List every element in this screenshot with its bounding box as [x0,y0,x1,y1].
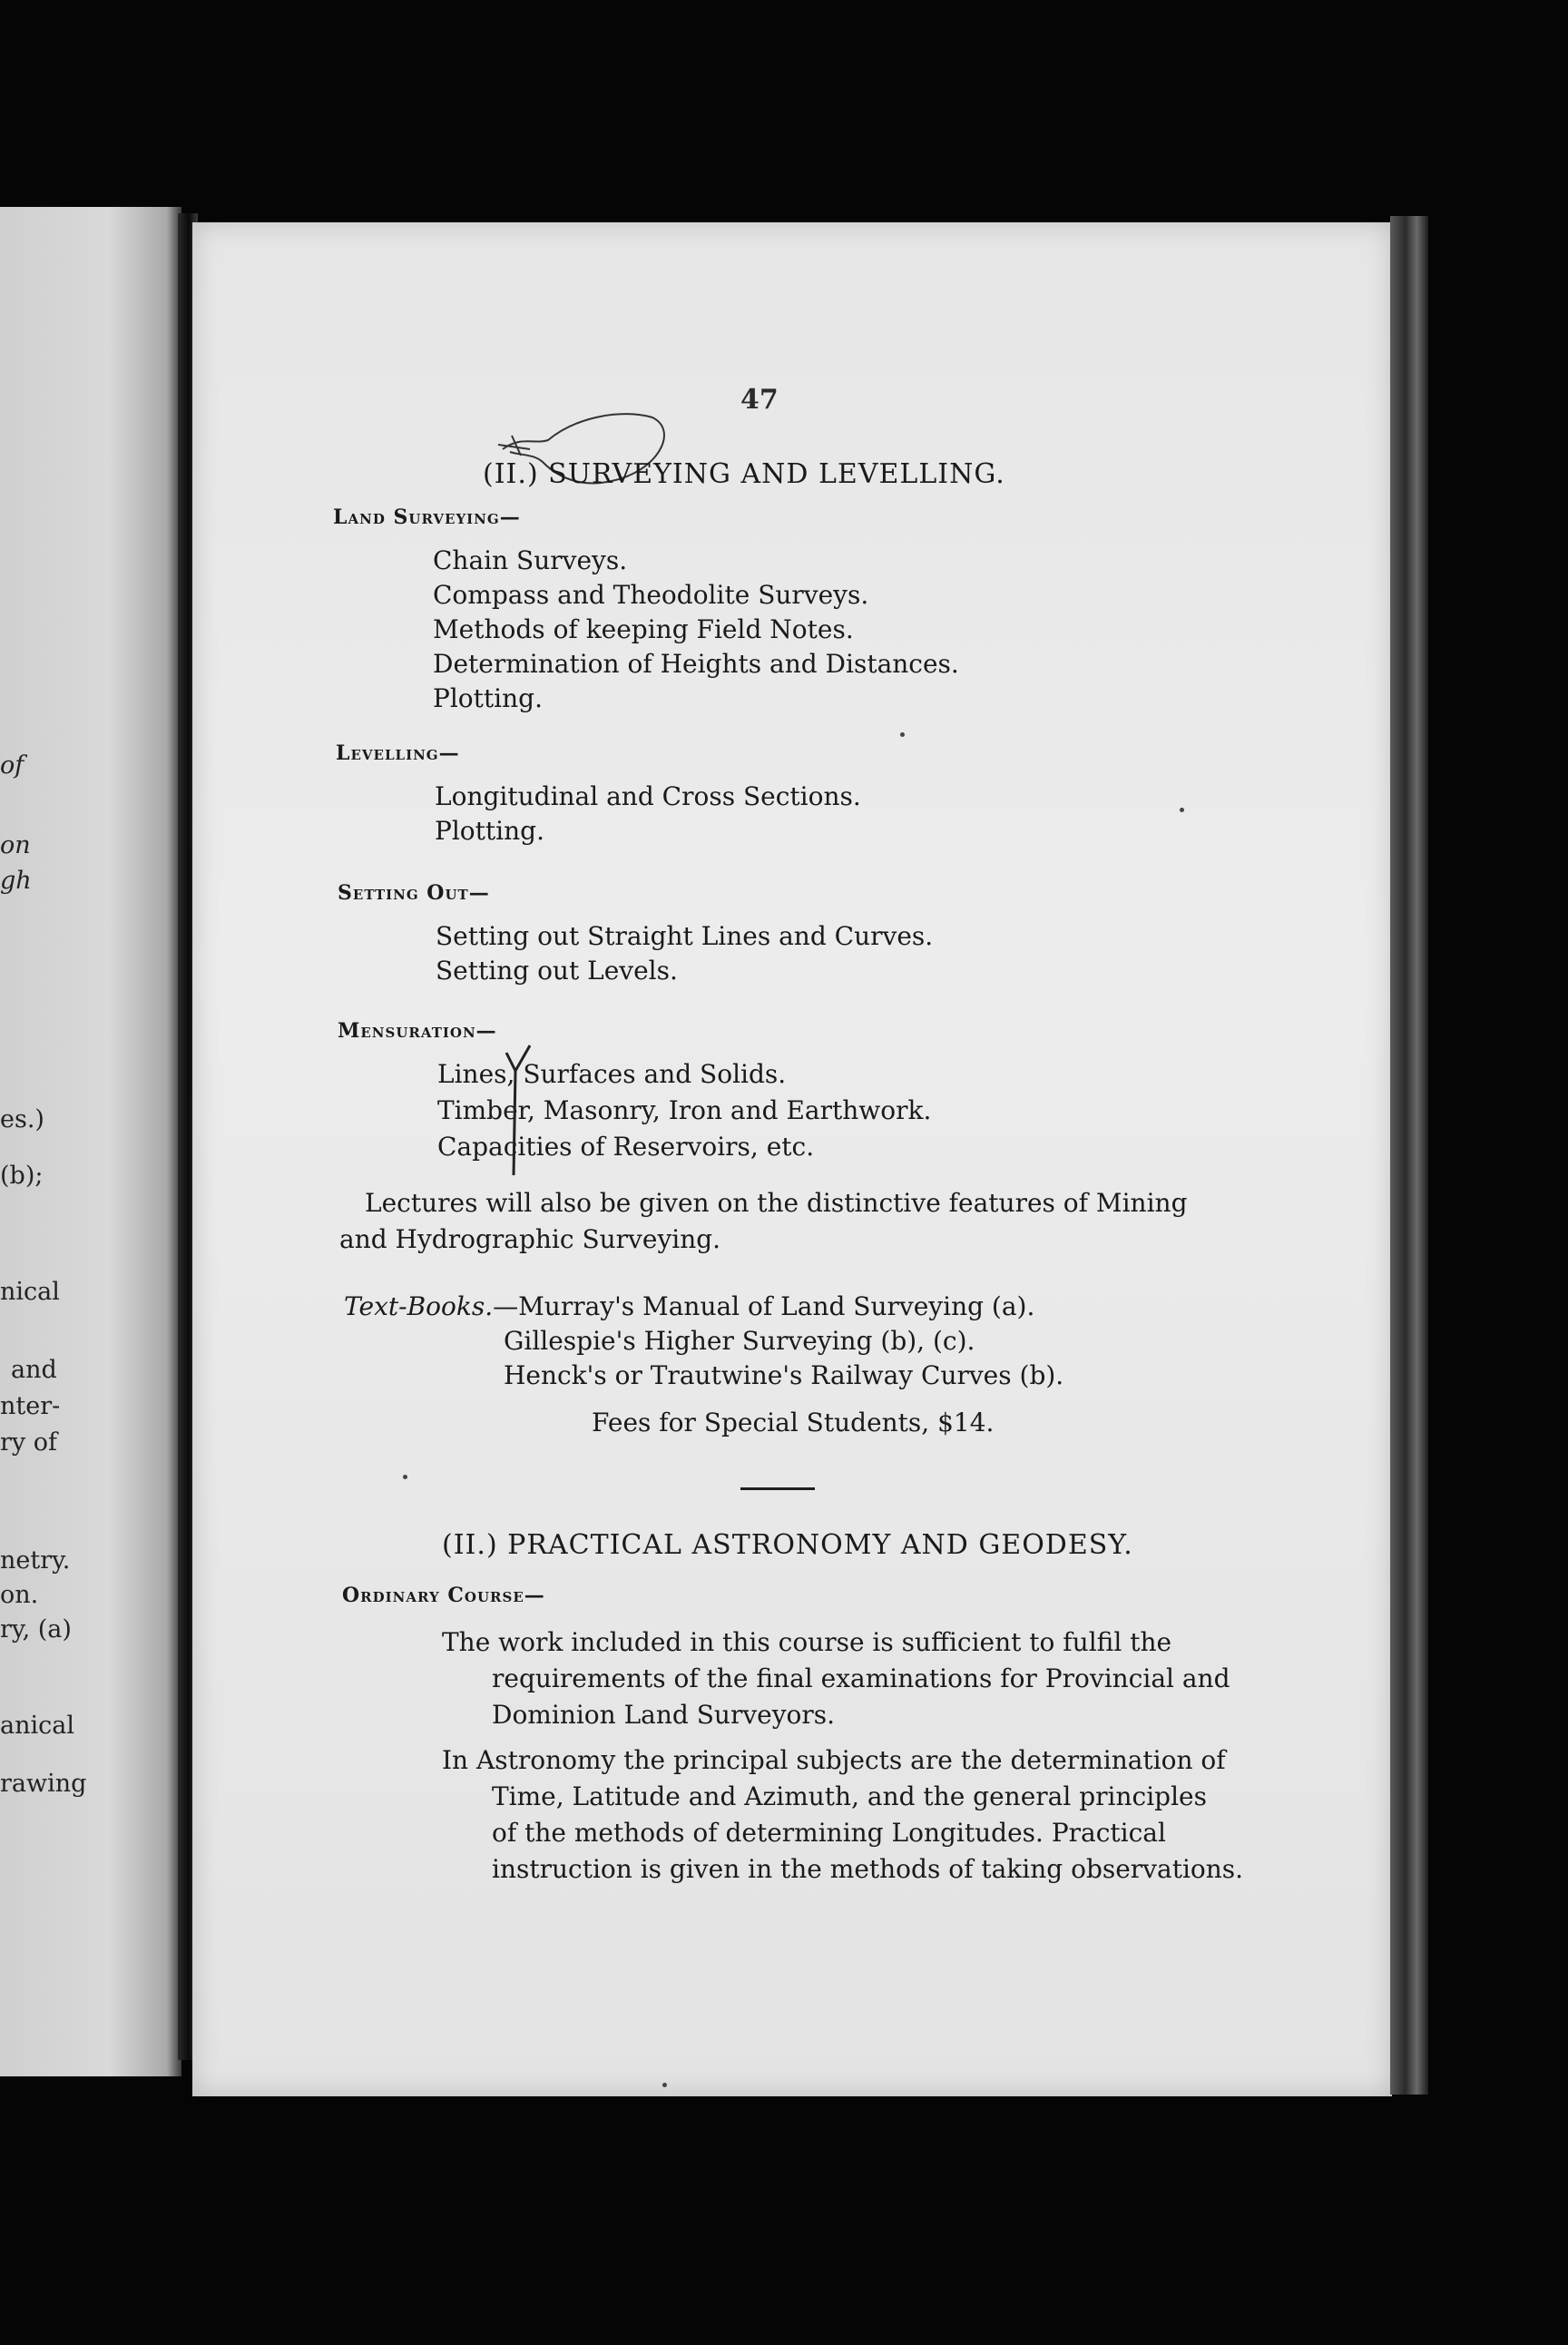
left-page [0,207,181,2076]
right-page [192,222,1392,2096]
left-fragment: and [11,1356,57,1384]
paragraph-line: The work included in this course is sufficient to fulfil the [442,1627,1172,1657]
left-fragment: nical [0,1278,60,1306]
list-item: Plotting. [433,683,543,713]
textbook-item: Gillespie's Higher Surveying (b), (c). [504,1326,975,1356]
heading-ordinary-course: Ordinary Course— [342,1584,545,1607]
list-item: Lines, Surfaces and Solids. [437,1059,787,1089]
left-fragment: rawing [0,1770,87,1798]
paragraph-line: Time, Latitude and Azimuth, and the general principles [492,1781,1207,1811]
list-item: Chain Surveys. [433,545,628,575]
heading-land-surveying: Land Surveying— [333,505,521,529]
textbook-item: —Murray's Manual of Land Surveying (a). [493,1291,1035,1321]
textbooks-label: Text-Books. [344,1291,494,1321]
textbooks-first [344,1291,1034,1321]
list-item: Longitudinal and Cross Sections. [435,781,861,811]
page-stack-edge [1390,216,1428,2095]
heading-setting-out: Setting Out— [338,881,490,905]
left-fragment: of [0,751,24,780]
textbook-item: Henck's or Trautwine's Railway Curves (b). [504,1360,1064,1390]
heading-levelling: Levelling— [336,741,460,765]
list-item: Timber, Masonry, Iron and Earthwork. [437,1095,932,1125]
left-fragment: on. [0,1581,39,1609]
heading-mensuration: Mensuration— [338,1019,497,1043]
list-item: Setting out Straight Lines and Curves. [436,921,934,951]
page-number: 47 [740,384,779,416]
left-fragment: nter- [0,1392,61,1420]
paper-speck [1180,808,1184,812]
fees-line: Fees for Special Students, $14. [592,1408,995,1437]
section-title-astronomy: (II.) PRACTICAL ASTRONOMY AND GEODESY. [442,1529,1133,1561]
paper-speck [403,1475,407,1479]
list-item: Determination of Heights and Distances. [433,649,959,679]
pen-check-mark [503,1044,548,1180]
left-fragment: on [0,831,31,859]
paragraph-line: of the methods of determining Longitudes. Practical [492,1818,1166,1848]
left-fragment: anical [0,1712,74,1740]
left-fragment: ry of [0,1428,57,1457]
paper-speck [662,2083,667,2087]
section-divider [740,1487,815,1490]
left-fragment: (b); [0,1162,44,1190]
lectures-line-1: Lectures will also be given on the distinctive features of Mining [365,1188,1188,1218]
paragraph-line: In Astronomy the principal subjects are the determination of [442,1745,1226,1775]
left-fragment: ry, (a) [0,1615,72,1643]
paragraph-line: requirements of the final examinations for Provincial and [492,1663,1230,1693]
list-item: Setting out Levels. [436,956,678,986]
paragraph-line: Dominion Land Surveyors. [492,1700,836,1730]
list-item: Plotting. [435,816,544,846]
left-fragment: gh [0,867,32,895]
lectures-line-2: and Hydrographic Surveying. [339,1224,721,1254]
list-item: Compass and Theodolite Surveys. [433,580,869,610]
left-fragment: es.) [0,1105,44,1133]
paper-speck [900,732,905,737]
paragraph-line: instruction is given in the methods of taking observations. [492,1854,1244,1884]
list-item: Capacities of Reservoirs, etc. [437,1132,815,1162]
section-title-surveying: (II.) SURVEYING AND LEVELLING. [483,458,1005,490]
left-fragment: netry. [0,1546,71,1575]
list-item: Methods of keeping Field Notes. [433,614,854,644]
